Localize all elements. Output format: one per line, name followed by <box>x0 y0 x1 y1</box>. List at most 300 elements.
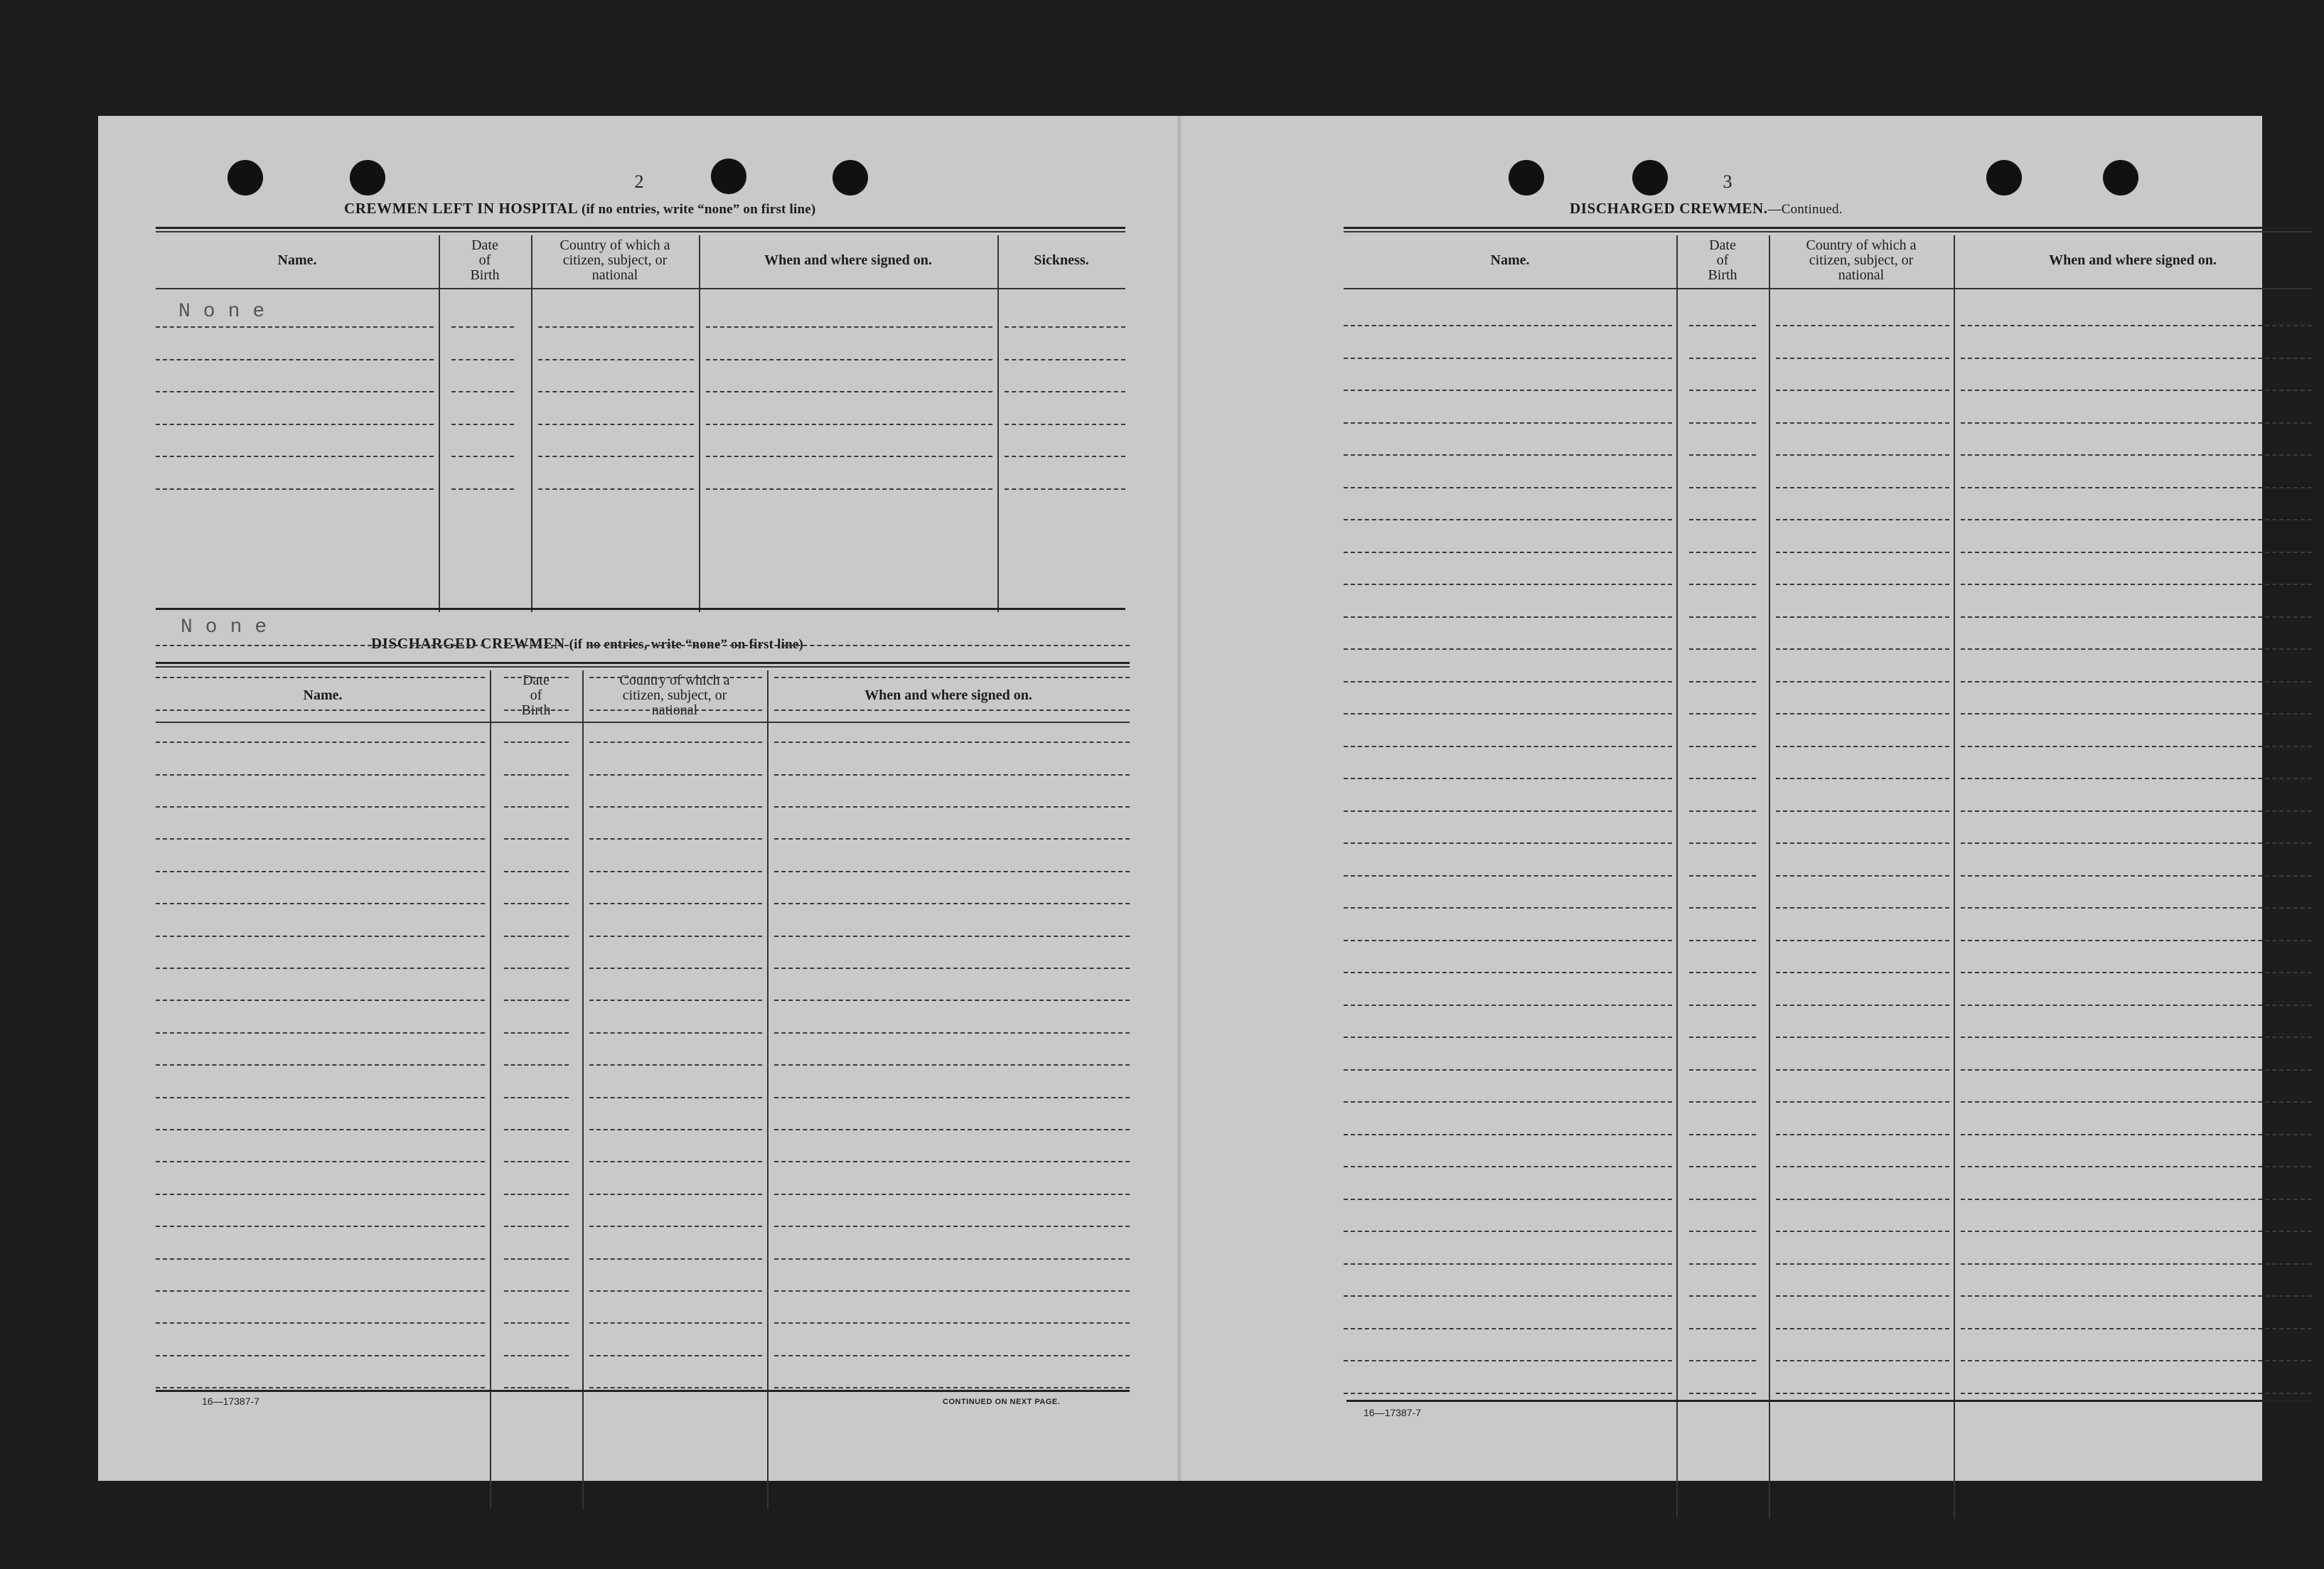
ruled-line <box>156 326 434 328</box>
ruled-line <box>1344 648 1672 650</box>
ruled-line <box>589 968 762 969</box>
ruled-line <box>774 645 1130 646</box>
ruled-line <box>1961 713 2312 714</box>
ruled-line <box>451 359 514 360</box>
ruled-line <box>156 1064 485 1066</box>
ruled-line <box>1776 584 1949 585</box>
ruled-line <box>1961 1134 2312 1135</box>
ruled-line <box>1776 487 1949 488</box>
ruled-line <box>504 709 569 711</box>
continued-suffix: —Continued. <box>1767 202 1843 217</box>
right-page <box>1180 116 2262 1481</box>
ruled-line <box>1776 1393 1949 1394</box>
ruled-line <box>156 1355 485 1356</box>
ruled-line <box>156 1161 485 1162</box>
ruled-line <box>1344 1101 1672 1103</box>
punch-hole <box>1632 160 1668 196</box>
ruled-line <box>1689 390 1756 391</box>
header-rule <box>156 227 1125 229</box>
ruled-line <box>1344 552 1672 553</box>
ruled-line <box>504 1194 569 1195</box>
col-name: Name. <box>303 687 343 703</box>
header-rule <box>1344 231 2312 232</box>
table-bottom-rule <box>156 1390 1130 1392</box>
ruled-line <box>1961 907 2312 909</box>
ruled-line <box>451 456 514 457</box>
ruled-line <box>1776 1101 1949 1103</box>
ruled-line <box>156 1129 485 1130</box>
hospital-title: CREWMEN LEFT IN HOSPITAL <box>344 200 578 217</box>
ruled-line <box>774 1355 1130 1356</box>
ruled-line <box>1344 325 1672 326</box>
ruled-line <box>1961 519 2312 520</box>
ruled-line <box>156 774 485 776</box>
ruled-line <box>1961 1101 2312 1103</box>
ruled-line <box>504 1032 569 1034</box>
ruled-line <box>1776 681 1949 682</box>
ruled-line <box>1689 1263 1756 1265</box>
ruled-line <box>774 936 1130 937</box>
ruled-line <box>156 1032 485 1034</box>
column-divider <box>582 670 584 1509</box>
ruled-line <box>1776 1295 1949 1297</box>
ruled-line <box>1961 1166 2312 1167</box>
col-country <box>531 235 699 285</box>
ruled-line <box>1961 1037 2312 1038</box>
ruled-line <box>774 838 1130 840</box>
hospital-section-title <box>344 200 815 218</box>
ruled-line <box>156 1097 485 1098</box>
column-divider <box>699 235 700 612</box>
ruled-line <box>589 645 762 646</box>
header-rule <box>156 666 1130 668</box>
ruled-line <box>589 903 762 904</box>
ruled-line <box>1689 1393 1756 1394</box>
ruled-line <box>1005 391 1125 392</box>
ruled-line <box>451 391 514 392</box>
ruled-line <box>1961 1263 2312 1265</box>
dob-line: Date <box>471 237 498 253</box>
ruled-line <box>774 806 1130 808</box>
ruled-line <box>589 1194 762 1195</box>
country-line: Country of which a <box>619 672 730 688</box>
ruled-line <box>1689 648 1756 650</box>
discharged-entry-none: None <box>181 616 280 638</box>
ruled-line <box>1344 1295 1672 1297</box>
ruled-line <box>1689 778 1756 779</box>
ruled-line <box>1689 1166 1756 1167</box>
dob-line: of <box>530 687 542 703</box>
ruled-line <box>156 1226 485 1227</box>
dob-line: Birth <box>521 702 551 718</box>
ruled-line <box>156 903 485 904</box>
ruled-line <box>1344 616 1672 618</box>
ruled-line <box>774 1322 1130 1324</box>
ruled-line <box>1344 746 1672 747</box>
ruled-line <box>1344 810 1672 812</box>
ruled-line <box>774 741 1130 743</box>
col-signed-on: When and where signed on. <box>764 252 932 268</box>
ruled-line <box>589 1161 762 1162</box>
ruled-line <box>1344 875 1672 877</box>
ruled-line <box>1344 487 1672 488</box>
ruled-line <box>774 1290 1130 1292</box>
ruled-line <box>1961 842 2312 844</box>
column-divider <box>490 670 491 1509</box>
ruled-line <box>1961 390 2312 391</box>
ruled-line <box>1961 940 2312 941</box>
ruled-line <box>156 741 485 743</box>
ruled-line <box>1961 325 2312 326</box>
ruled-line <box>1689 1069 1756 1071</box>
ruled-line <box>1776 390 1949 391</box>
ruled-line <box>706 456 992 457</box>
ruled-line <box>156 424 434 425</box>
ruled-line <box>589 1129 762 1130</box>
ruled-line <box>504 1387 569 1388</box>
ruled-line <box>1689 1134 1756 1135</box>
ruled-line <box>589 1290 762 1292</box>
ruled-line <box>774 774 1130 776</box>
ruled-line <box>1961 648 2312 650</box>
ruled-line <box>1961 972 2312 973</box>
discharged-section-title <box>371 635 803 653</box>
ruled-line <box>1689 487 1756 488</box>
ruled-line <box>538 488 694 490</box>
ruled-line <box>1776 519 1949 520</box>
ruled-line <box>1344 358 1672 359</box>
ruled-line <box>1344 1231 1672 1232</box>
ruled-line <box>1961 1393 2312 1394</box>
ruled-line <box>706 424 992 425</box>
discharged-continued-title <box>1570 200 1843 218</box>
ruled-line <box>589 1387 762 1388</box>
ruled-line <box>1961 358 2312 359</box>
ruled-line <box>1776 648 1949 650</box>
ruled-line <box>774 1129 1130 1130</box>
form-number: 16—17387-7 <box>1364 1407 1421 1418</box>
ruled-line <box>1961 454 2312 456</box>
ruled-line <box>504 1097 569 1098</box>
ruled-line <box>1689 519 1756 520</box>
punch-hole <box>1509 160 1544 196</box>
ruled-line <box>1689 358 1756 359</box>
ruled-line <box>706 488 992 490</box>
ruled-line <box>1776 358 1949 359</box>
ruled-line <box>1005 359 1125 360</box>
ruled-line <box>774 709 1130 711</box>
ruled-line <box>1689 907 1756 909</box>
ruled-line <box>1344 778 1672 779</box>
discharged-instruction: (if no entries, write “none” on first line) <box>569 637 804 652</box>
ruled-line <box>1689 325 1756 326</box>
form-sheet <box>98 116 2262 1481</box>
ruled-line <box>1689 746 1756 747</box>
ruled-line <box>156 806 485 808</box>
dob-line: Birth <box>470 267 500 283</box>
ruled-line <box>589 741 762 743</box>
ruled-line <box>589 1226 762 1227</box>
column-divider <box>1954 235 1955 1519</box>
ruled-line <box>774 1064 1130 1066</box>
ruled-line <box>156 838 485 840</box>
ruled-line <box>504 903 569 904</box>
dob-line: Date <box>523 672 550 688</box>
ruled-line <box>1344 1360 1672 1361</box>
ruled-line <box>1344 842 1672 844</box>
ruled-line <box>774 1258 1130 1260</box>
ruled-line <box>1961 810 2312 812</box>
column-header-rule <box>1344 288 2312 289</box>
ruled-line <box>1689 454 1756 456</box>
ruled-line <box>1005 326 1125 328</box>
column-divider <box>997 235 999 612</box>
punch-hole <box>832 160 868 196</box>
header-rule <box>156 231 1125 232</box>
ruled-line <box>538 424 694 425</box>
ruled-line <box>156 1194 485 1195</box>
ruled-line <box>1344 713 1672 714</box>
ruled-line <box>1344 519 1672 520</box>
dob-line: Birth <box>1708 267 1737 283</box>
ruled-line <box>1344 1393 1672 1394</box>
ruled-line <box>1776 325 1949 326</box>
ruled-line <box>1689 1037 1756 1038</box>
ruled-line <box>504 1000 569 1001</box>
ruled-line <box>706 326 992 328</box>
ruled-line <box>589 774 762 776</box>
ruled-line <box>1776 875 1949 877</box>
ruled-line <box>451 424 514 425</box>
col-name: Name. <box>1490 252 1530 268</box>
ruled-line <box>589 1064 762 1066</box>
ruled-line <box>504 936 569 937</box>
ruled-line <box>774 903 1130 904</box>
ruled-line <box>1961 875 2312 877</box>
dob-line: Date <box>1709 237 1736 253</box>
header-rule <box>1344 227 2312 229</box>
form-number: 16—17387-7 <box>202 1396 259 1407</box>
ruled-line <box>1961 1360 2312 1361</box>
ruled-line <box>1344 584 1672 585</box>
ruled-line <box>1689 972 1756 973</box>
ruled-line <box>1776 810 1949 812</box>
country-line: national <box>1838 267 1885 283</box>
ruled-line <box>504 1355 569 1356</box>
ruled-line <box>1776 616 1949 618</box>
ruled-line <box>1961 1005 2312 1006</box>
ruled-line <box>1776 1328 1949 1329</box>
punch-hole <box>711 159 746 194</box>
ruled-line <box>589 709 762 711</box>
ruled-line <box>156 1258 485 1260</box>
column-header-rule <box>156 288 1125 289</box>
ruled-line <box>1961 422 2312 424</box>
ruled-line <box>774 1000 1130 1001</box>
col-date-of-birth <box>1676 235 1769 285</box>
ruled-line <box>1344 454 1672 456</box>
ruled-line <box>504 741 569 743</box>
ruled-line <box>1689 842 1756 844</box>
ruled-line <box>1689 810 1756 812</box>
ruled-line <box>589 871 762 872</box>
ruled-line <box>156 456 434 457</box>
column-divider <box>531 235 532 612</box>
col-sickness: Sickness. <box>1034 252 1089 268</box>
ruled-line <box>451 326 514 328</box>
ruled-line <box>1344 422 1672 424</box>
ruled-line <box>774 1387 1130 1388</box>
ruled-line <box>1776 1360 1949 1361</box>
ruled-line <box>1961 1199 2312 1200</box>
ruled-line <box>156 1290 485 1292</box>
discharged-title: DISCHARGED CREWMEN <box>371 635 565 652</box>
ruled-line <box>1776 1166 1949 1167</box>
ruled-line <box>1689 1199 1756 1200</box>
ruled-line <box>1344 940 1672 941</box>
col-country <box>1769 235 1954 285</box>
ruled-line <box>1344 1005 1672 1006</box>
ruled-line <box>1961 487 2312 488</box>
ruled-line <box>1961 552 2312 553</box>
ruled-line <box>1961 1231 2312 1232</box>
ruled-line <box>1776 1037 1949 1038</box>
ruled-line <box>156 968 485 969</box>
ruled-line <box>1776 1134 1949 1135</box>
ruled-line <box>589 936 762 937</box>
ruled-line <box>1344 1263 1672 1265</box>
ruled-line <box>1776 842 1949 844</box>
ruled-line <box>774 871 1130 872</box>
ruled-line <box>1344 1069 1672 1071</box>
column-divider <box>439 235 440 612</box>
ruled-line <box>1344 972 1672 973</box>
ruled-line <box>1776 422 1949 424</box>
ruled-line <box>504 774 569 776</box>
ruled-line <box>1689 713 1756 714</box>
ruled-line <box>1961 746 2312 747</box>
ruled-line <box>156 488 434 490</box>
ruled-line <box>774 1097 1130 1098</box>
ruled-line <box>774 677 1130 678</box>
ruled-line <box>504 806 569 808</box>
ruled-line <box>589 1000 762 1001</box>
ruled-line <box>1689 940 1756 941</box>
column-divider <box>767 670 769 1509</box>
ruled-line <box>504 1290 569 1292</box>
dob-line: of <box>1716 252 1729 268</box>
ruled-line <box>156 709 485 711</box>
ruled-line <box>1689 1101 1756 1103</box>
ruled-line <box>1344 907 1672 909</box>
ruled-line <box>1689 616 1756 618</box>
left-page <box>98 116 1180 1481</box>
ruled-line <box>504 871 569 872</box>
ruled-line <box>1344 1199 1672 1200</box>
ruled-line <box>774 1161 1130 1162</box>
ruled-line <box>1961 681 2312 682</box>
ruled-line <box>504 1064 569 1066</box>
ruled-line <box>589 1032 762 1034</box>
ruled-line <box>1689 552 1756 553</box>
ruled-line <box>451 488 514 490</box>
dob-line: of <box>478 252 491 268</box>
discharged-title: DISCHARGED CREWMEN. <box>1570 200 1768 217</box>
ruled-line <box>504 1258 569 1260</box>
ruled-line <box>504 1226 569 1227</box>
ruled-line <box>1961 616 2312 618</box>
ruled-line <box>504 645 569 646</box>
ruled-line <box>1689 1005 1756 1006</box>
page-number: 2 <box>634 171 644 192</box>
country-line: national <box>651 702 698 718</box>
ruled-line <box>589 1097 762 1098</box>
ruled-line <box>1776 552 1949 553</box>
ruled-line <box>1776 1199 1949 1200</box>
col-name: Name. <box>277 252 317 268</box>
ruled-line <box>589 1322 762 1324</box>
ruled-line <box>774 1226 1130 1227</box>
ruled-line <box>156 1000 485 1001</box>
section-end-rule <box>156 608 1125 610</box>
ruled-line <box>1776 454 1949 456</box>
punch-hole <box>350 160 385 196</box>
ruled-line <box>774 968 1130 969</box>
ruled-line <box>1689 875 1756 877</box>
ruled-line <box>774 1194 1130 1195</box>
ruled-line <box>1005 488 1125 490</box>
table-bottom-rule <box>1346 1400 2315 1402</box>
country-line: Country of which a <box>1806 237 1917 253</box>
ruled-line <box>1344 1166 1672 1167</box>
ruled-line <box>1961 1069 2312 1071</box>
column-header-rule <box>156 722 1130 723</box>
ruled-line <box>1776 972 1949 973</box>
ruled-line <box>1689 1360 1756 1361</box>
ruled-line <box>589 806 762 808</box>
ruled-line <box>1689 422 1756 424</box>
ruled-line <box>1689 1231 1756 1232</box>
ruled-line <box>1344 390 1672 391</box>
ruled-line <box>504 838 569 840</box>
ruled-line <box>1689 584 1756 585</box>
ruled-line <box>156 1322 485 1324</box>
ruled-line <box>1689 1295 1756 1297</box>
ruled-line <box>504 1161 569 1162</box>
ruled-line <box>1689 1328 1756 1329</box>
ruled-line <box>589 838 762 840</box>
country-line: citizen, subject, or <box>1809 252 1914 268</box>
ruled-line <box>1005 456 1125 457</box>
ruled-line <box>774 1032 1130 1034</box>
ruled-line <box>1961 1328 2312 1329</box>
ruled-line <box>538 359 694 360</box>
ruled-line <box>1344 1134 1672 1135</box>
punch-hole <box>227 160 263 196</box>
ruled-line <box>1344 1037 1672 1038</box>
country-line: national <box>591 267 638 283</box>
col-date-of-birth <box>439 235 531 285</box>
ruled-line <box>1776 1231 1949 1232</box>
ruled-line <box>706 359 992 360</box>
country-line: citizen, subject, or <box>562 252 668 268</box>
ruled-line <box>156 359 434 360</box>
country-line: citizen, subject, or <box>622 687 727 703</box>
ruled-line <box>156 645 485 646</box>
ruled-line <box>504 1129 569 1130</box>
ruled-line <box>504 677 569 678</box>
column-divider <box>1676 235 1678 1519</box>
